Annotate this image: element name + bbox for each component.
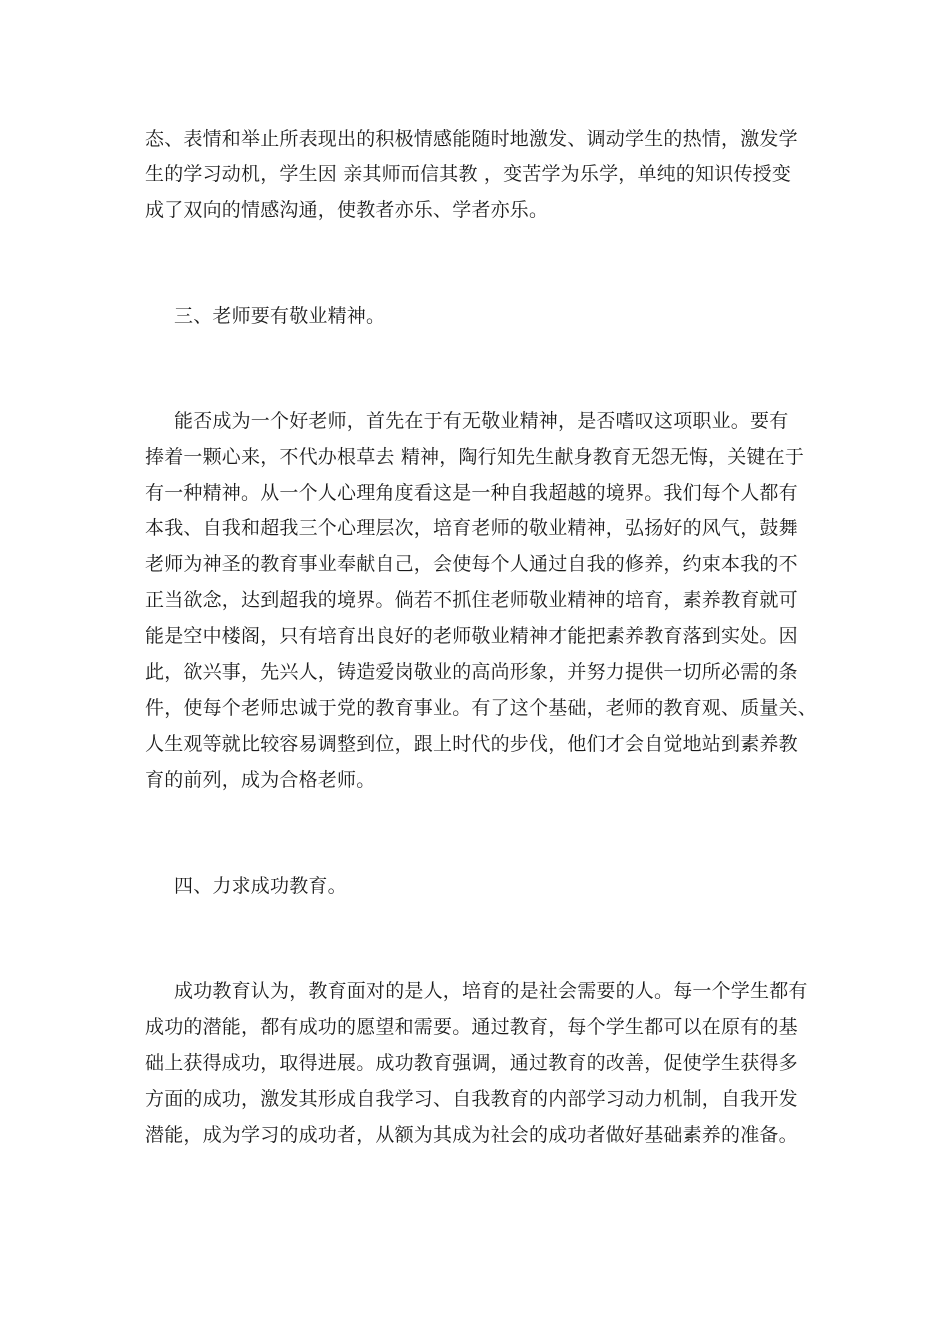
paragraph-2-line-11: 育的前列，成为合格老师。: [145, 769, 376, 791]
paragraph-2-line-4: 本我、自我和超我三个心理层次，培育老师的敬业精神，弘扬好的风气，鼓舞: [145, 517, 798, 539]
paragraph-2-line-3: 有一种精神。从一个人心理角度看这是一种自我超越的境界。我们每个人都有: [145, 482, 798, 504]
paragraph-2-line-5: 老师为神圣的教育事业奉献自己，会使每个人通过自我的修养，约束本我的不: [145, 553, 798, 575]
section-heading-3: 三、老师要有敬业精神。: [174, 305, 386, 327]
paragraph-3-line-1: 成功教育认为，教育面对的是人，培育的是社会需要的人。每一个学生都有: [174, 980, 808, 1002]
paragraph-2-line-8: 此，欲兴事，先兴人，铸造爱岗敬业的高尚形象，并努力提供一切所必需的条: [145, 661, 798, 683]
paragraph-3-line-4: 方面的成功，激发其形成自我学习、自我教育的内部学习动力机制，自我开发: [145, 1088, 798, 1110]
paragraph-2-line-6: 正当欲念，达到超我的境界。倘若不抓住老师敬业精神的培育，素养教育就可: [145, 589, 798, 611]
paragraph-1-line-3: 成了双向的情感沟通，使教者亦乐、学者亦乐。: [145, 199, 549, 221]
paragraph-2-line-2: 捧着一颗心来，不代办根草去 精神，陶行知先生献身教育无怨无悔，关键在于: [145, 446, 805, 468]
paragraph-1-line-2: 生的学习动机，学生因 亲其师而信其教 ，变苦学为乐学，单纯的知识传授变: [145, 163, 792, 185]
paragraph-1-line-1: 态、表情和举止所表现出的积极情感能随时地激发、调动学生的热情，激发学: [145, 128, 798, 150]
paragraph-2-line-10: 人生观等就比较容易调整到位，跟上时代的步伐，他们才会自觉地站到素养教: [145, 733, 798, 755]
paragraph-2-line-9: 件，使每个老师忠诚于党的教育事业。有了这个基础，老师的教育观、质量关、: [145, 697, 818, 719]
paragraph-3-line-5: 潜能，成为学习的成功者，从额为其成为社会的成功者做好基础素养的准备。: [145, 1124, 798, 1146]
paragraph-2-line-1: 能否成为一个好老师，首先在于有无敬业精神，是否嗜叹这项职业。要有: [174, 410, 789, 432]
paragraph-2-line-7: 能是空中楼阁，只有培育出良好的老师敬业精神才能把素养教育落到实处。因: [145, 625, 798, 647]
section-heading-4: 四、力求成功教育。: [174, 875, 347, 897]
paragraph-3-line-2: 成功的潜能，都有成功的愿望和需要。通过教育，每个学生都可以在原有的基: [145, 1016, 798, 1038]
paragraph-3-line-3: 础上获得成功，取得进展。成功教育强调，通过教育的改善，促使学生获得多: [145, 1052, 798, 1074]
